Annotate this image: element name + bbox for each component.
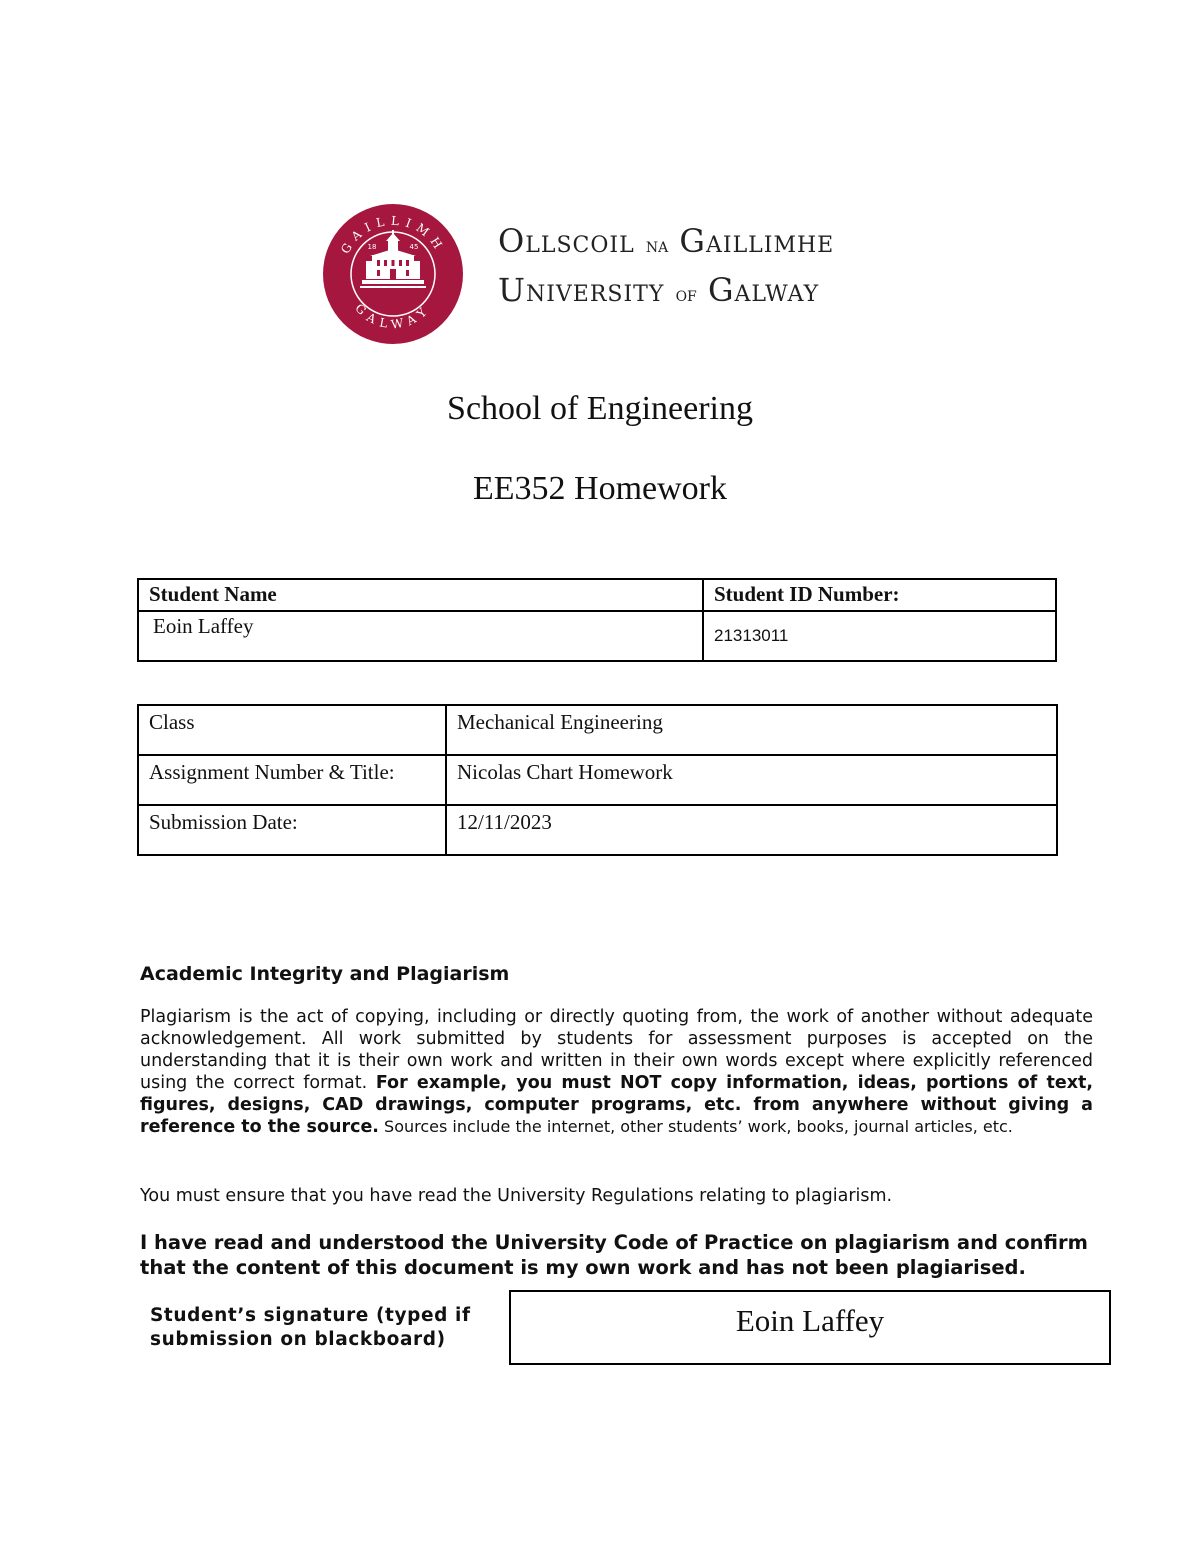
info-row-submission [138,805,1057,855]
course-title: EE352 Homework [472,470,727,507]
submission-date-value: 12/11/2023 [446,805,1057,855]
student-id-label: Student ID Number: [703,579,1056,611]
assignment-label: Assignment Number & Title: [138,755,446,805]
student-table [137,578,1057,662]
seal-top-text: GAILLIMH [338,213,448,257]
logo-english-name [498,271,819,309]
signature-label: Student’s signature (typed if submission on blackboard) [150,1305,471,1350]
seal-year-right: 45 [409,243,419,251]
seal-bottom-text: GALWAY [352,301,434,332]
plagiarism-definition: Plagiarism is the act of copying, including or directly quoting from, the work of another without adequate acknowledgement. All work submitted by students for assessment purposes is accepted on the understanding that it is their own work and written in their own words except where explicitly referenced using the correct format. [140,1007,1093,1093]
signature-value: Eoin Laffey [735,1303,885,1338]
declaration-statement: I have read and understood the University Code of Practice on plagiarism and confirm that the content of this document is my own work and has not been plagiarised. [140,1231,1088,1279]
logo-line1-part2: na [645,233,669,257]
class-value: Mechanical Engineering [446,705,1057,755]
plagiarism-sources: Sources include the internet, other students’ work, books, journal articles, etc. [378,1117,1013,1136]
logo-line2-part2: of [675,282,697,306]
seal-year-left: 18 [367,243,377,251]
info-row-assignment [138,755,1057,805]
assignment-value: Nicolas Chart Homework [446,755,1057,805]
info-row-class [138,705,1057,755]
regulations-notice: You must ensure that you have read the University Regulations relating to plagiarism. [140,1186,893,1206]
logo-irish-name [498,222,834,260]
school-title: School of Engineering [447,390,753,427]
integrity-heading: Academic Integrity and Plagiarism [140,963,510,985]
signature-field [509,1290,1111,1365]
plagiarism-paragraph [140,1006,1093,1138]
logo-line1-part3: Gaillimhe [679,222,835,260]
logo-line1-part1: Ollscoil [498,222,635,260]
plagiarism-warning: For example, you must NOT copy information, ideas, portions of text, figures, designs, CAD drawings, computer programs, etc. from anywhere without giving a reference to the source. [140,1073,1094,1137]
class-label: Class [138,705,446,755]
submission-date-label: Submission Date: [138,805,446,855]
logo-line2-part3: Galway [707,271,820,309]
student-id-value: 21313011 [703,611,1056,661]
university-seal-icon [322,203,464,345]
assignment-info-table [137,704,1058,856]
student-name-value: Eoin Laffey [138,611,703,661]
logo-line2-part1: University [498,271,665,309]
student-name-label: Student Name [138,579,703,611]
